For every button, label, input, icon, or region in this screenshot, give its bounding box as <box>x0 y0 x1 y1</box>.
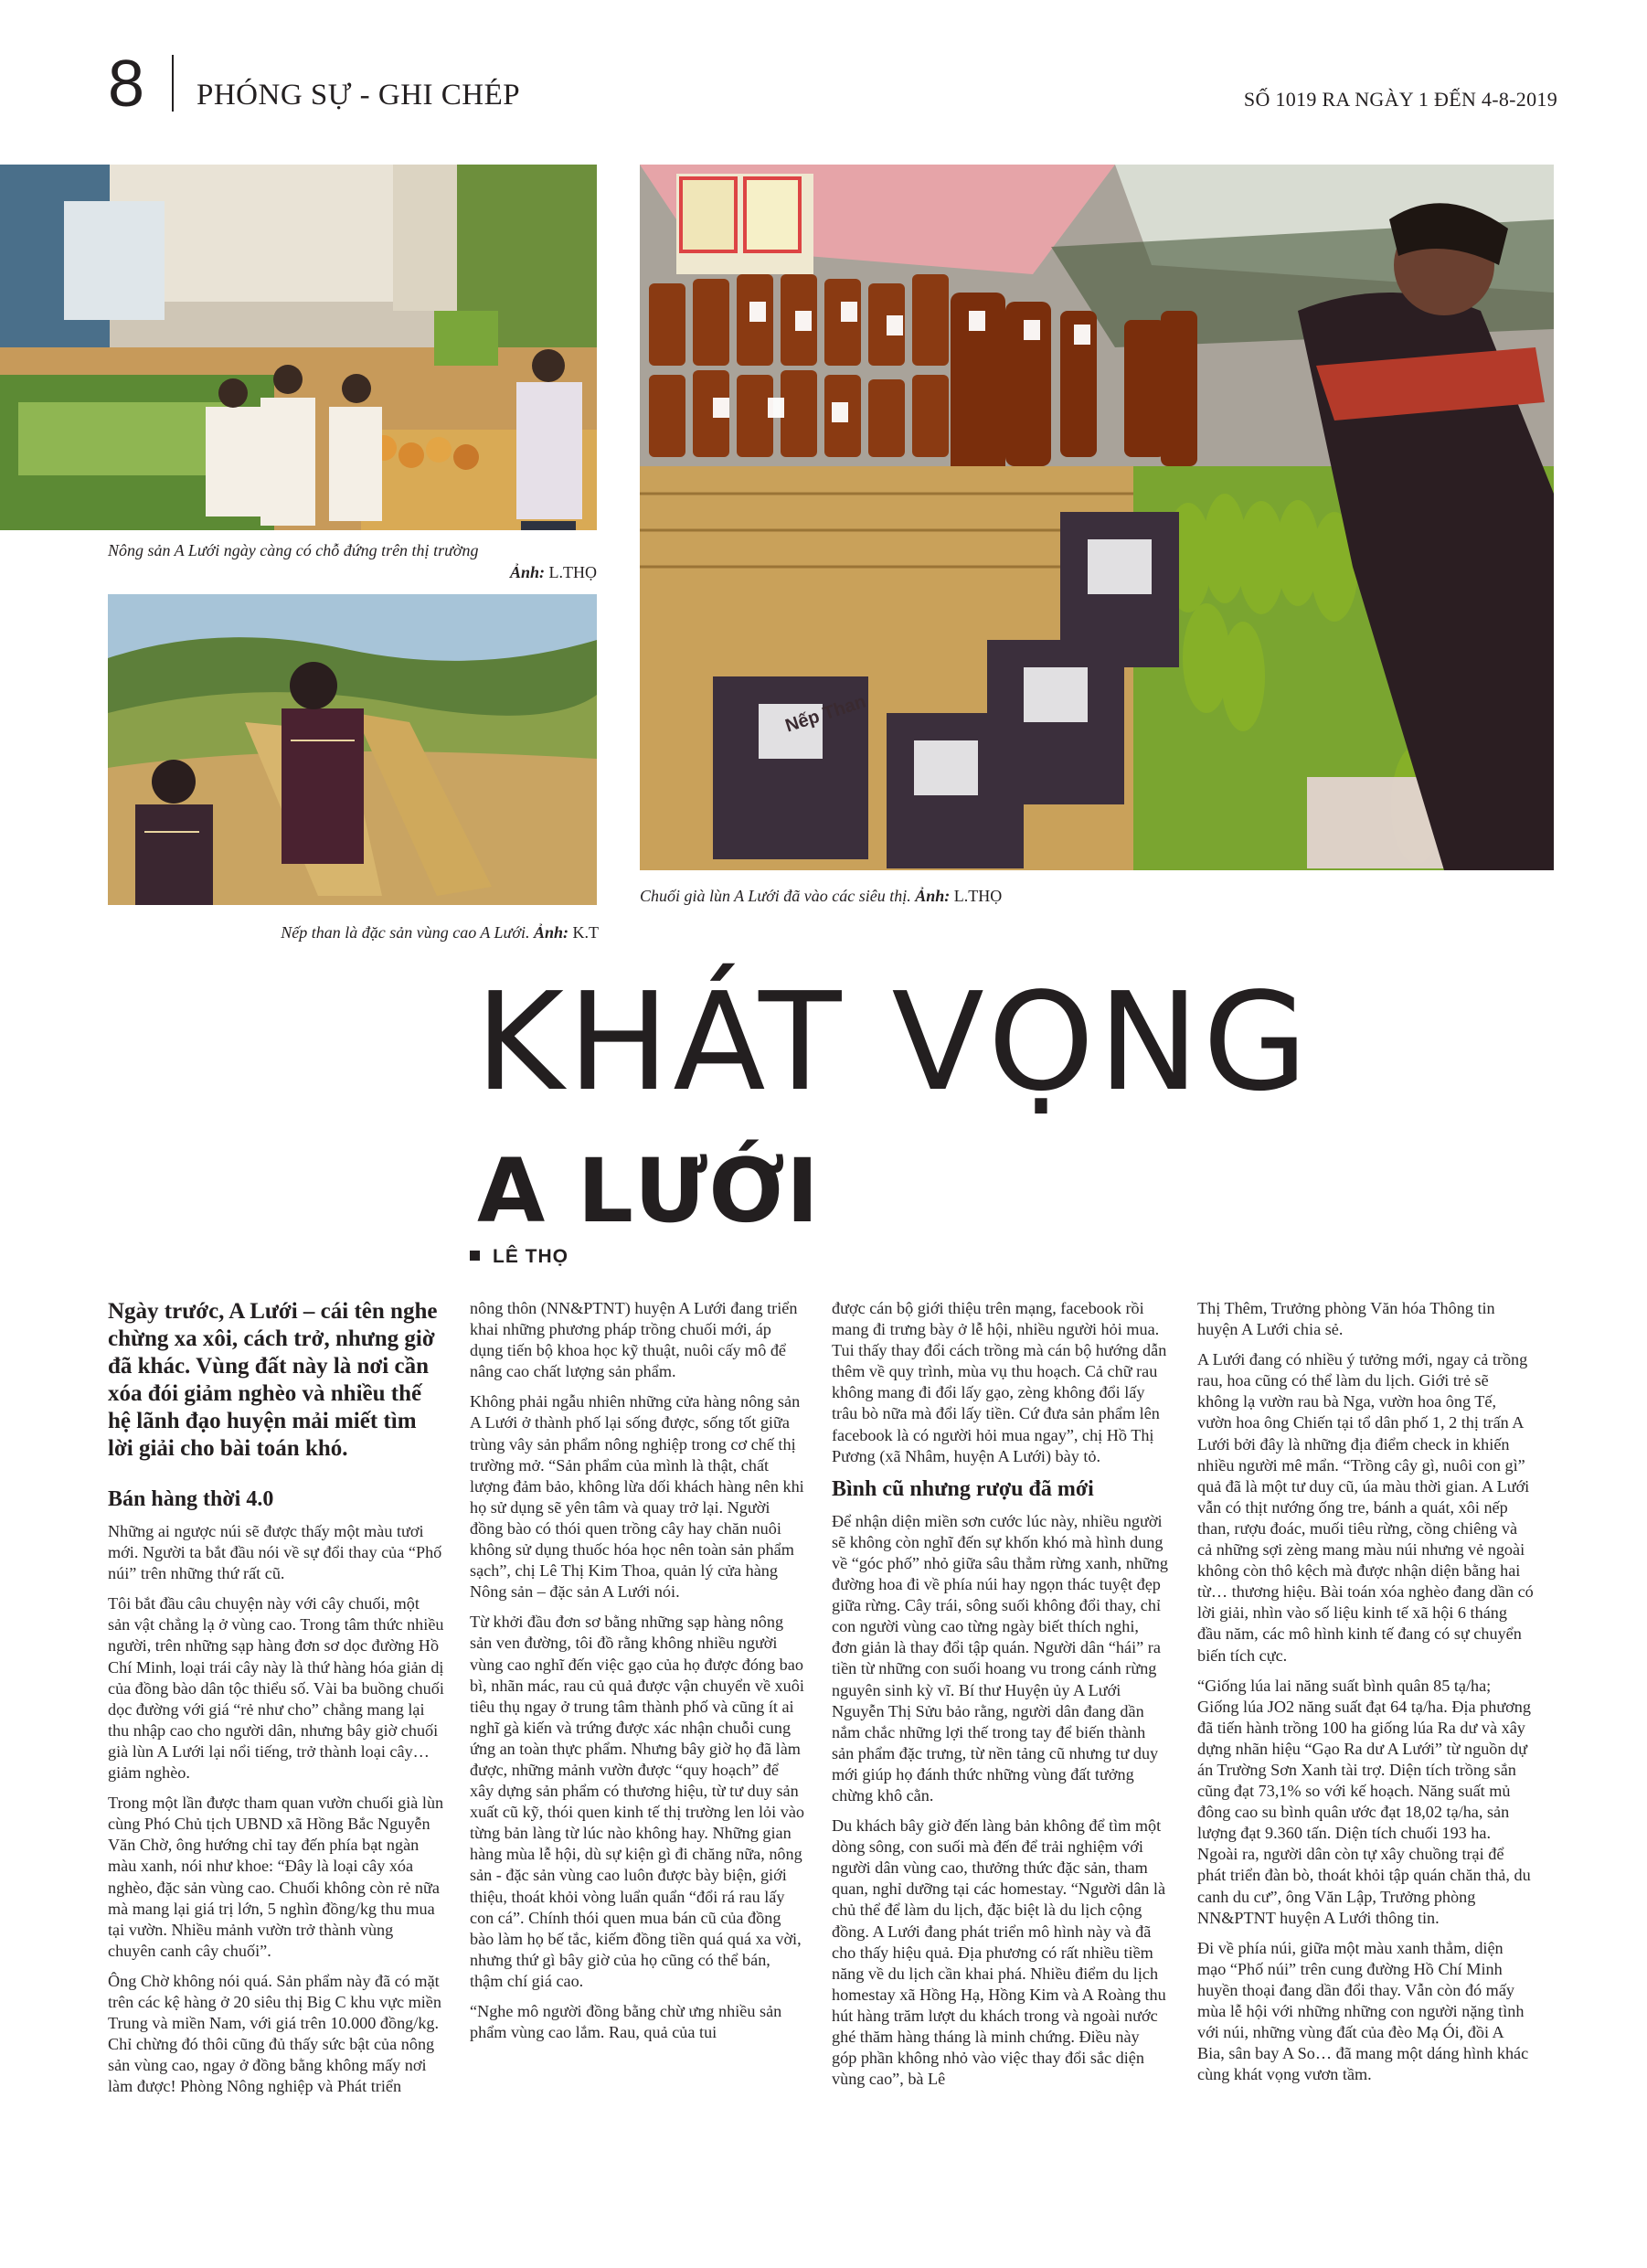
paragraph: Không phải ngẫu nhiên những cửa hàng nông sản A Lưới ở thành phố lại sống được, sống tốt giữa trùng vây sản phẩm nông nghiệp trong cơ chế thị trường mở. “Sản phẩm của mình là thật, chất lượng đảm bảo, không lừa dối khách hàng nên khi họ sử dụng sẽ yên tâm và quay trở lại. Người đồng bào có thói quen trồng cây hay chăn nuôi không sử dụng thuốc hóa học nên toàn sản phẩm sạch”, chị Lê Thị Kim Thoa, quản lý cửa hàng Nông sản – đặc sản A Lưới nói. <box>470 1392 804 1602</box>
market-photo-caption: Chuối già lùn A Lưới đã vào các siêu thị. Ảnh: L.THỌ <box>640 887 1003 905</box>
market-photo <box>640 165 1554 870</box>
byline <box>470 1246 568 1268</box>
shop-photo-credit: Ảnh: L.THỌ <box>509 563 597 581</box>
paragraph: Ông Chờ không nói quá. Sản phẩm này đã có mặt trên các kệ hàng ở 20 siêu thị Big C khu vực miền Trung và miền Nam, với giá trên 10.000 đồng/kg. Chỉ chừng đó thôi cũng đủ thấy sức bật của nông sản vùng cao, ngay ở đồng bằng không mấy nơi làm được! Phòng Nông nghiệp và Phát triển <box>108 1971 441 2096</box>
subhead-sales: Bán hàng thời 4.0 <box>108 1487 274 1511</box>
paragraph: nông thôn (NN&PTNT) huyện A Lưới đang triển khai những phương pháp trồng chuối mới, áp dụng tiến bộ khoa học kỹ thuật, nuôi cấy mô để nâng cao chất lượng sản phẩm. <box>470 1299 798 1381</box>
paragraph: Đi về phía núi, giữa một màu xanh thẳm, diện mạo “Phố núi” trên cung đường Hồ Chí Minh huyền thoại đang dần đổi thay. Vẫn còn đó mấy mùa lễ hội với những những con người nặng tình với núi, những vùng đất của đèo Mạ Ói, đồi A Bia, sân bay A So… đã mang một dáng hình khác cùng khát vọng vươn tầm. <box>1197 1938 1529 2084</box>
paragraph: “Giống lúa lai năng suất bình quân 85 tạ/ha; Giống lúa JO2 năng suất đạt 64 tạ/ha. Địa phương đã tiến hành trồng 100 ha giống lúa Ra dư và xây dựng nhãn hiệu “Gạo Ra dư A Lưới” từ nguồn dự án Trường Sơn Xanh tài trợ. Diện tích trồng sắn cũng đạt 73,1% so với kế hoạch. Năng suất mủ đông cao su bình quân ước đạt 18,02 tạ/ha, sản lượng đạt 9.360 tấn. Diện tích chuối 193 ha. Ngoài ra, người dân còn tự xây chuồng trại để phát triển đàn bò, thoát khỏi tập quán chăn thả, du canh du cư”, ông Văn Lập, Trưởng phòng NN&PTNT huyện A Lưới thông tin. <box>1197 1676 1531 1927</box>
market-caption-text: Chuối già lùn A Lưới đã vào các siêu thị. <box>640 887 911 905</box>
paragraph: được cán bộ giới thiệu trên mạng, facebook rồi mang đi trưng bày ở lễ hội, nhiều người hỏi mua. Tui thấy thay đổi cách trồng mà cán bộ hướng dẫn thêm về quy trình, mùa vụ thu hoạch. Cả chữ rau không mang đi đổi lấy gạo, zèng không đổi lấy trâu bò nữa mà đổi lấy tiền. Cứ đưa sản phẩm lên facebook là có người hỏi mua ngay”, chị Hồ Thị Pương (xã Nhâm, huyện A Lưới) bày tỏ. <box>832 1299 1167 1465</box>
paragraph: “Nghe mô người đồng bằng chừ ưng nhiều sản phẩm vùng cao lắm. Rau, quả của tui <box>470 2002 782 2042</box>
author: LÊ THỌ <box>493 1246 568 1267</box>
rice-harvest-photo <box>108 594 597 905</box>
byline-square-icon <box>470 1251 480 1261</box>
column-1 <box>108 1298 444 2106</box>
column-3 <box>832 1298 1168 2099</box>
issue-date: SỐ 1019 RA NGÀY 1 ĐẾN 4-8-2019 <box>1243 88 1557 111</box>
paragraph: Những ai ngược núi sẽ được thấy một màu tươi mới. Người ta bắt đầu nói về sự đổi thay của “Phố núi” trên những thứ rất cũ. <box>108 1522 442 1583</box>
paragraph: Từ khởi đầu đơn sơ bằng những sạp hàng nông sản ven đường, tôi đồ rằng không nhiều người vùng cao nghĩ đến việc gạo của họ được đóng bao bì, nhãn mác, rau củ quả được vận chuyển về xuôi tiêu thụ ngay ở trung tâm thành phố và cũng ít ai nghĩ gà kiến và trứng được xác nhận chuỗi cung ứng an toàn thực phẩm. Nhưng bây giờ họ đã làm được, những mảnh vườn được “quy hoạch” để xây dựng sản phẩm có thương hiệu, từ tư duy sản xuất cũ kỹ, thói quen kinh tế thị trường len lỏi vào từng bản làng từ lúc nào không hay. Những gian hàng mùa lễ hội, dù sự kiện gì đi chăng nữa, nông sản - đặc sản vùng cao luôn được bày biện, giới thiệu, thoát khỏi vòng luẩn quẩn “đổi rá rau lấy con cá”. Chính thói quen mua bán cũ của đồng bào làm họ bế tắc, kiếm đồng tiền quá quá xa vời, nhưng thứ gì bây giờ của họ cũng có thể bán, thậm chí giá cao. <box>470 1613 804 1990</box>
page-number: 8 <box>108 48 145 121</box>
subhead-old-bottle: Bình cũ nhưng rượu đã mới <box>832 1476 1094 1501</box>
paragraph: Thị Thêm, Trưởng phòng Văn hóa Thông tin huyện A Lưới chia sẻ. <box>1197 1299 1495 1339</box>
paragraph: Để nhận diện miền sơn cước lúc này, nhiều người sẽ không còn nghĩ đến sự khốn khó mà hình dung về “góc phố” nhỏ giữa sâu thẳm rừng xanh, những đường hoa đi về phía núi hay ngọn thác tuyệt đẹp giữa rừng. Cây trái, sông suối không đổi thay, chỉ con người vùng cao từng ngày biết thích nghi, đơn giản là thay đổi tập quán. Người dân “hái” ra tiền từ những con suối hoang vu trong cánh rừng nguyên sinh kỳ vĩ. Bí thư Huyện ủy A Lưới Nguyễn Thị Sửu bảo rằng, người dân đang dần nắm chắc những lợi thế trong tay để biến thành sản phẩm đặc trưng, từ nền tảng cũ nhưng tư duy mới giúp họ đánh thức những vùng đất tưởng chừng khô cằn. <box>832 1511 1168 1805</box>
paragraph: A Lưới đang có nhiều ý tưởng mới, ngay cả trồng rau, hoa cũng có thể làm du lịch. Giới trẻ sẽ không lạ vườn rau bà Nga, vườn hoa ông Tế, vườn hoa ông Chiến tại tổ dân phố 1, 2 thị trấn A Lưới bởi đây là những địa điểm check in khiến nhiều người mê mẩn. “Trồng cây gì, nuôi con gì” quả đã là một tư duy cũ, úa màu thời gian. A Lưới vẫn có thịt nướng ống tre, bánh a quát, xôi nếp than, rượu đoác, muối tiêu rừng, cồng chiêng và cả những sợi zèng mang màu núi nhưng vẻ ngoài không còn thô kệch mà được nhận diện bằng hai từ… thương hiệu. Bài toán xóa nghèo đang dần có lời giải, nhìn vào số liệu kinh tế xã hội 6 tháng đầu năm, các mô hình kinh tế đang có sự chuyển biến tích cực. <box>1197 1350 1534 1665</box>
lead-paragraph: Ngày trước, A Lưới – cái tên nghe chừng xa xôi, cách trở, nhưng giờ đã khác. Vùng đất này là nơi cần xóa đói giảm nghèo và nhiều thế hệ lãnh đạo huyện mải miết tìm lời giải cho bài toán khó. <box>108 1299 438 1461</box>
rice-photo-caption: Nếp than là đặc sản vùng cao A Lưới. Ảnh: K.T <box>281 923 599 942</box>
shop-photo-caption: Nông sản A Lưới ngày càng có chỗ đứng trên thị trường <box>108 541 479 559</box>
rice-caption-text: Nếp than là đặc sản vùng cao A Lưới. <box>281 923 530 942</box>
column-4 <box>1197 1298 1534 2094</box>
article-title: KHÁT VỌNG <box>475 964 1312 1121</box>
paragraph: Tôi bắt đầu câu chuyện này với cây chuối, một sản vật chẳng lạ ở vùng cao. Trong tâm thức nhiều người, trên những sạp hàng đơn sơ dọc đường Hồ Chí Minh, loại trái cây này là thứ hàng hóa giản dị của đồng bào dân tộc thiểu số. Vài ba buồng chuối dọc đường với giá “rẻ như cho” chẳng mang lại thu nhập cao cho người dân, nhưng bây giờ chuối già lùn A Lưới lại nổi tiếng, trở thành loại cây… giảm nghèo. <box>108 1594 444 1783</box>
column-2 <box>470 1298 806 2052</box>
bag-label: Nếp Than <box>782 691 869 737</box>
section-title: PHÓNG SỰ - GHI CHÉP <box>197 79 521 112</box>
paragraph: Du khách bây giờ đến làng bản không để tìm một dòng sông, con suối mà đến để trải nghiệm với người dân vùng cao, thưởng thức đặc sản, tham quan, nghỉ dưỡng tại các homestay. “Người dân là chủ thể để làm du lịch, đặc biệt là du lịch cộng đồng. A Lưới đang phát triển mô hình này và đã cho thấy hiệu quả. Địa phương có rất nhiều tiềm năng về du lịch cần khai phá. Nhiều điểm du lịch homestay xã Hồng Hạ, Hồng Kim và A Roàng thu hút hàng trăm lượt du khách trong và ngoài nước ghé thăm hàng tháng là minh chứng. Điều này góp phần không nhỏ vào việc thay đổi sắc diện vùng cao”, bà Lê <box>832 1816 1166 2089</box>
paragraph: Trong một lần được tham quan vườn chuối già lùn cùng Phó Chủ tịch UBND xã Hồng Bắc Nguyễn Văn Chờ, ông hướng chỉ tay đến phía bạt ngàn màu xanh, nói như khoe: “Đây là loại cây xóa nghèo, đặc sản vùng cao. Chuối không còn rẻ nữa mà mang lại giá trị lớn, 5 nghìn đồng/kg thu mua tại vườn. Nhiều mảnh vườn trở thành vùng chuyên canh cây chuối”. <box>108 1794 444 1960</box>
article-subtitle: A LƯỚI <box>477 1140 820 1242</box>
shop-photo <box>0 165 597 530</box>
header-divider <box>172 55 174 112</box>
